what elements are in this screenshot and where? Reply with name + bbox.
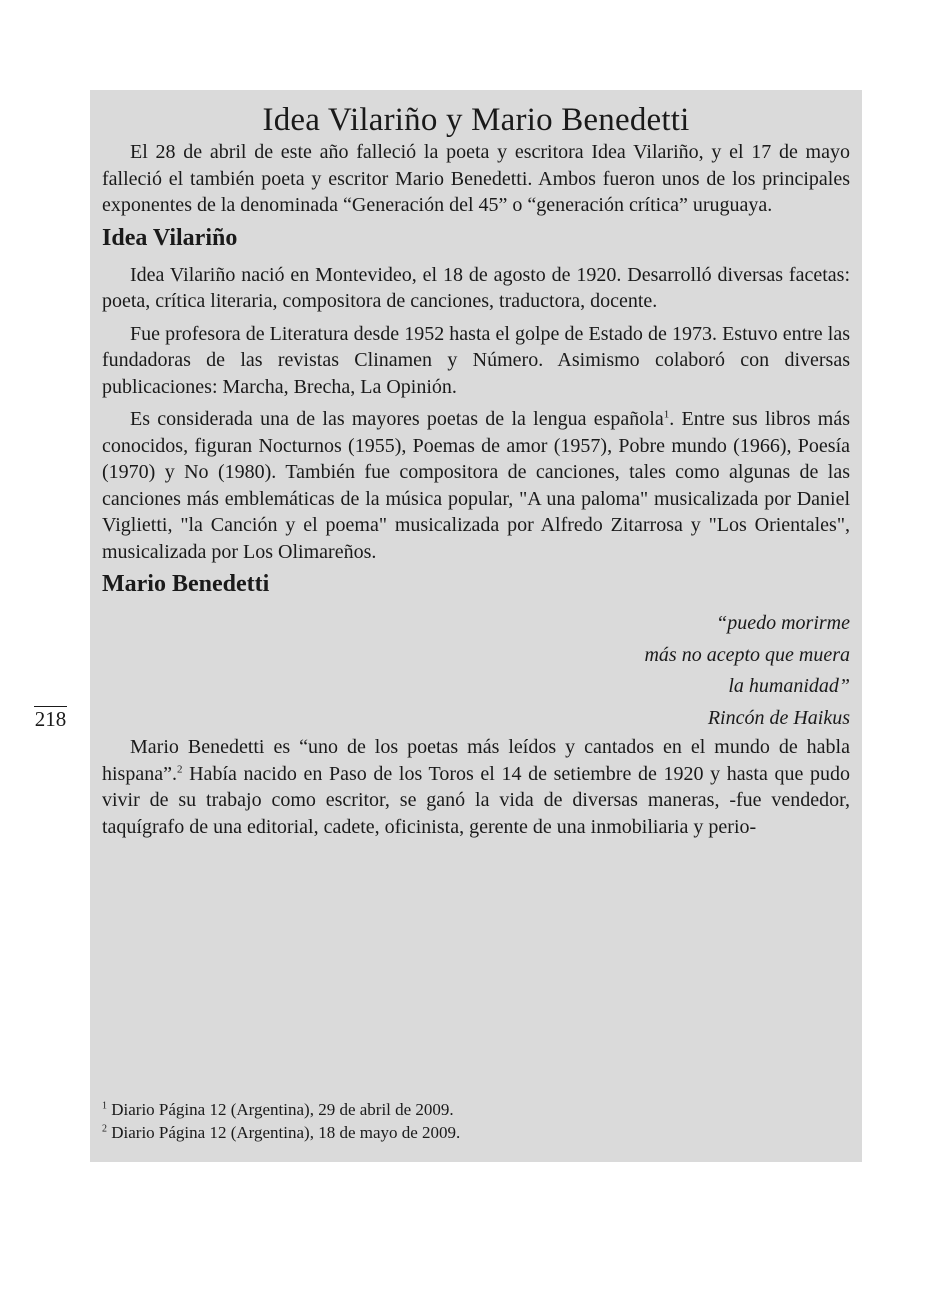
intro-paragraph: El 28 de abril de este año falleció la poeta y escritora Idea Vilariño, y el 17 de mayo falleció el también poeta y escritor Mario Benedetti. Ambos fueron unos de los principales exponentes de la denominada “Generación del 45” o “generación crítica” uruguaya.: [102, 141, 850, 216]
idea-paragraph-3: [102, 406, 850, 565]
page-number: 218: [34, 707, 67, 731]
idea-paragraph-3-text-b: . Entre sus libros más conocidos, figuran Nocturnos (1955), Poemas de amor (1957), Pobre mundo (1966), Poesía (1970) y No (1980). También fue compositora de canciones, tales como algunas de las canciones más emblemáticas de la música popular, "A una paloma" musicalizada por Daniel Viglietti, "la Canción y el poema" musicalizada por Alfredo Zitarrosa y "Los Orientales", musicalizada por Los Olimareños.: [102, 408, 851, 563]
epigraph-line-2: más no acepto que muera: [644, 643, 850, 666]
mario-paragraph-1: [102, 734, 850, 840]
footnote-mark-1: 1: [102, 1100, 107, 1112]
footnote-ref-2: 2: [176, 762, 183, 775]
epigraph-line-3: la humanidad”: [728, 675, 850, 697]
idea-paragraph-3-text-a: Es considerada una de las mayores poetas de la lengua española: [130, 408, 664, 430]
footnotes: [102, 1098, 460, 1144]
mario-paragraph-1-text-b: Había nacido en Paso de los Toros el 14 de setiembre de 1920 y hasta que pudo vivir de su trabajo como escritor, se ganó la vida de diversas maneras, -fue vendedor, taquígrafo de una editorial, cadete, oficinista, gerente de una inmobiliaria y perio-: [102, 762, 850, 838]
epigraph-source: Rincón de Haikus: [707, 706, 850, 729]
footnote-2-text: Diario Página 12 (Argentina), 18 de mayo de 2009.: [111, 1123, 461, 1142]
epigraph: [102, 608, 850, 734]
idea-paragraph-2: Fue profesora de Literatura desde 1952 hasta el golpe de Estado de 1973. Estuvo entre las fundadoras de las revistas Clinamen y Número. Asimismo colaboró con diversas publicaciones: Marcha, Brecha, La Opinión.: [102, 322, 850, 398]
section-heading-idea: Idea Vilariño: [102, 224, 238, 251]
section-heading-mario: Mario Benedetti: [102, 571, 270, 597]
footnote-ref-1: 1: [663, 408, 670, 421]
footnote-mark-2: 2: [102, 1123, 107, 1135]
idea-paragraph-1: Idea Vilariño nació en Montevideo, el 18 de agosto de 1920. Desarrolló diversas facetas: poeta, crítica literaria, compositora de canciones, traductora, docente.: [102, 263, 850, 312]
footnote-1-text: Diario Página 12 (Argentina), 29 de abril de 2009.: [111, 1100, 454, 1119]
page-title: Idea Vilariño y Mario Benedetti: [262, 102, 690, 138]
epigraph-line-1: “puedo morirme: [716, 612, 850, 634]
article-panel: [90, 90, 862, 1162]
footnote-1: [102, 1098, 460, 1121]
mario-paragraph-1-text-a: Mario Benedetti es “uno de los poetas más leídos y cantados en el mundo de habla hispana”.: [102, 736, 850, 785]
footnote-2: [102, 1121, 460, 1144]
